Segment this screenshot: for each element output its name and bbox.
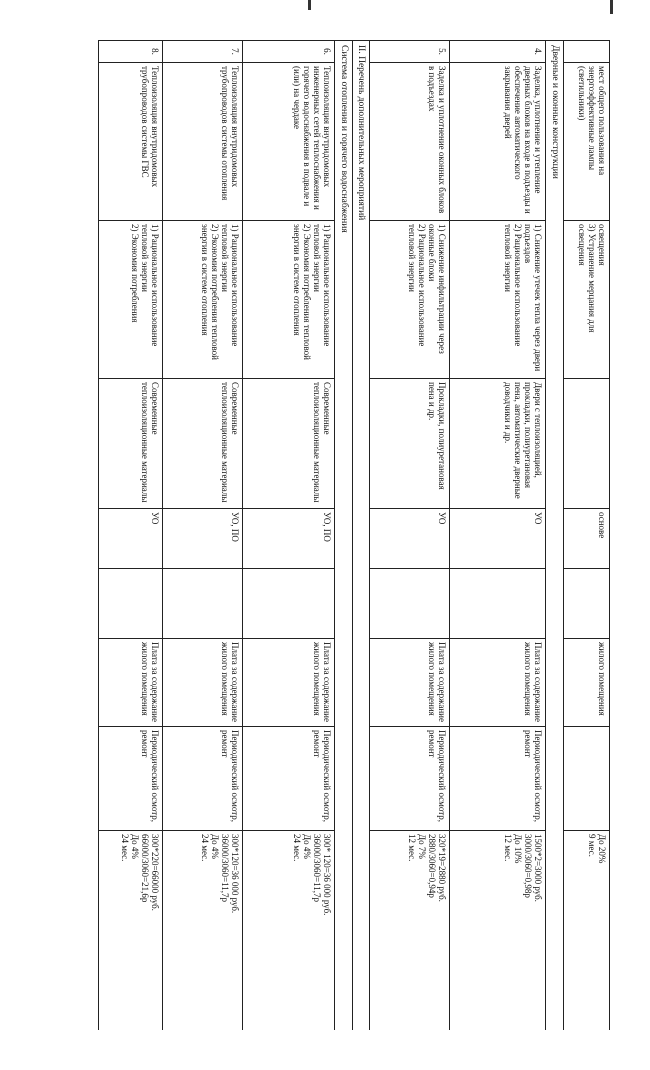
cell-payback: 320*19=2880 руб. 2880/3060=0,94р До 7% 12 мес. — [370, 831, 450, 1031]
cell-funding: Плата за содержание жилого помещения — [450, 639, 546, 727]
cell-control: Периодический осмотр, ремонт — [243, 727, 335, 831]
cell-control — [564, 727, 610, 831]
cell-materials: Двери с теплоизоляцией, прокладки, полиуретановая пена, автоматические дверные доводчики и др. — [450, 379, 546, 509]
cell-executor: УО — [370, 509, 450, 569]
cell-source — [99, 569, 163, 639]
section-title: Система отопления и горячего водоснабжения — [335, 41, 353, 1031]
cell-control: Периодический осмотр, ремонт — [99, 727, 163, 831]
cell-executor: основе — [564, 509, 610, 569]
document-sheet — [40, 40, 610, 1030]
table-row-8 — [99, 41, 163, 1031]
cell-measure: Теплоизоляция внутридомовых трубопроводов системы ГВС — [99, 63, 163, 221]
cell-executor: УО, ПО — [243, 509, 335, 569]
cell-effect: 1) Снижение инфильтрации через оконные блоки 2) Рациональное использование тепловой энергии — [370, 221, 450, 379]
cell-num: 4. — [450, 41, 546, 63]
cell-materials: Современные теплоизоляционные материалы — [99, 379, 163, 509]
table-row-5 — [370, 41, 450, 1031]
cell-control: Периодический осмотр, ремонт — [370, 727, 450, 831]
cell-num: 7. — [163, 41, 243, 63]
cell-measure: Теплоизоляция внутридомовых трубопроводов системы отопления — [163, 63, 243, 221]
cell-payback: До 20% 9 мес. — [564, 831, 610, 1031]
cell-materials: Современные теплоизоляционные материалы — [243, 379, 335, 509]
table-row-6 — [243, 41, 335, 1031]
section-row-additional — [352, 41, 370, 1031]
cell-materials: Современные теплоизоляционные материалы — [163, 379, 243, 509]
cell-materials — [564, 379, 610, 509]
cell-funding: Плата за содержание жилого помещения — [163, 639, 243, 727]
cell-source — [163, 569, 243, 639]
cell-executor: УО, ПО — [163, 509, 243, 569]
cell-num: 6. — [243, 41, 335, 63]
section-title: Дверные и оконные конструкции — [546, 41, 564, 1031]
cell-effect: 1) Снижение утечек тепла через двери подъездов 2) Рациональное использование тепловой энергии — [450, 221, 546, 379]
cell-effect: 1) Рациональное использование тепловой энергии 2) Экономия потребления тепловой энергии в системе отопления — [243, 221, 335, 379]
cell-payback: 300* 120=36 000 руб. 36000/3060=11,7р До 4% 24 мес. — [243, 831, 335, 1031]
section-row-doors — [546, 41, 564, 1031]
cell-source — [370, 569, 450, 639]
cell-source — [450, 569, 546, 639]
cell-measure: мест общего пользования на энергоэффективные лампы (светильники) — [564, 63, 610, 221]
cell-effect: освещения 3) Устранение мерцания для освещения — [564, 221, 610, 379]
cell-payback: 300*220=66000 руб. 66000/3060=21,6р До 4% 24 мес. — [99, 831, 163, 1031]
measures-table — [98, 40, 610, 1030]
table-row-4 — [450, 41, 546, 1031]
cell-funding: Плата за содержание жилого помещения — [243, 639, 335, 727]
scan-mark-left — [308, 0, 311, 10]
cell-funding: жилого помещения — [564, 639, 610, 727]
cell-payback: 300*120=36 000 руб. 36000/3060=11,7р До 4% 24 мес. — [163, 831, 243, 1031]
cell-payback: 1500*2=3000 руб. 3000/3060=0,98р До 10% 12 мес. — [450, 831, 546, 1031]
cell-effect: 1) Рациональное использование тепловой энергии 2) Экономия потребления — [99, 221, 163, 379]
cell-executor: УО — [99, 509, 163, 569]
cell-source — [243, 569, 335, 639]
table-row-7 — [163, 41, 243, 1031]
cell-measure: Заделка и уплотнение оконных блоков в подъездах — [370, 63, 450, 221]
cell-effect: 1) Рациональное использование тепловой энергии 2) Экономия потребления тепловой энергии в системе отопления — [163, 221, 243, 379]
cell-num — [564, 41, 610, 63]
cell-measure: Теплоизоляция внутридомовых инженерных сетей теплоснабжения и горячего водоснабжения в подвале и (или) на чердаке — [243, 63, 335, 221]
cell-num: 8. — [99, 41, 163, 63]
section-row-heating — [335, 41, 353, 1031]
section-title: II. Перечень дополнительных мероприятий — [352, 41, 370, 1031]
cell-control: Периодический осмотр, ремонт — [450, 727, 546, 831]
cell-materials: Прокладки, полиуретановая пена и др. — [370, 379, 450, 509]
cell-funding: Плата за содержание жилого помещения — [370, 639, 450, 727]
cell-source — [564, 569, 610, 639]
cell-measure: Заделка, уплотнение и утепление дверных блоков на входе в подъезды и обеспечение автоматического закрывания дверей — [450, 63, 546, 221]
cell-funding: Плата за содержание жилого помещения — [99, 639, 163, 727]
cell-control: Периодический осмотр, ремонт — [163, 727, 243, 831]
rotated-table-wrapper — [40, 40, 610, 1030]
table-row-top — [564, 41, 610, 1031]
cell-num: 5. — [370, 41, 450, 63]
scan-mark-right — [610, 0, 613, 14]
cell-executor: УО — [450, 509, 546, 569]
